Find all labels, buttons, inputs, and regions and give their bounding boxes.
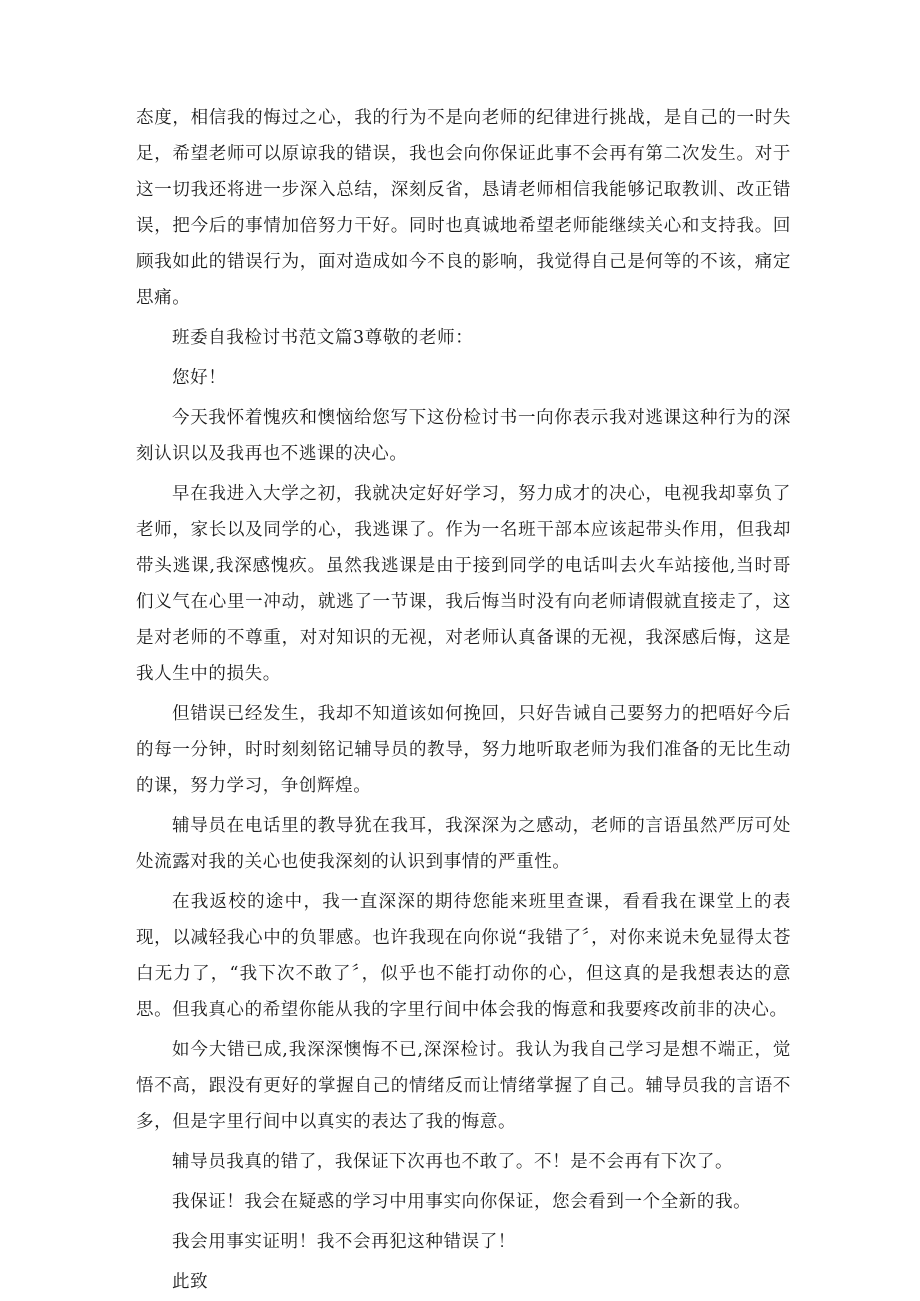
paragraph-promise-1: 辅导员我真的错了，我保证下次再也不敢了。不！是不会再有下次了。 (172, 1152, 734, 1172)
paragraph-promise-2: 我保证！我会在疑惑的学习中用事实向你保证，您会看到一个全新的我。 (172, 1192, 752, 1212)
paragraph-continuation: 态度，相信我的悔过之心，我的行为不是向老师的纪律进行挑战，是自己的一时失足，希望老师可以原谅我的错误，我也会向你保证此事不会再有第二次发生。对于这一切我还将进一步深入总结，深刻反省，恳请老师相信我能够记取教训、改正错误，把今后的事情加倍努力干好。同时也真诚地希望老师能继续关心和支持我。回顾我如此的错误行为，面对造成如今不良的影响，我觉得自己是何等的不该，痛定思痛。 (136, 108, 791, 308)
paragraph-return: 在我返校的途中，我一直深深的期待您能来班里查课，看看我在课堂上的表现，以减轻我心中的负罪感。也许我现在向你说“我错了〞，对你来说未免显得太苍白无力了，“我下次不敢了〞，似乎也不能打动你的心，但这真的是我想表达的意思。但我真心的希望你能从我的字里行间中体会我的悔意和我要疼改前非的决心。 (136, 892, 791, 1020)
closing: 此致 (172, 1272, 209, 1292)
paragraph-promise-3: 我会用事实证明！我不会再犯这种错误了！ (172, 1232, 516, 1252)
paragraph-regret: 如今大错已成,我深深懊悔不已,深深检讨。我认为我自己学习是想不端正，觉悟不高，跟没有更好的掌握自己的情绪反而让情绪掌握了自己。辅导员我的言语不多，但是字里行间中以真实的表达了我的悔意。 (136, 1040, 791, 1132)
section-heading: 班委自我检讨书范文篇3尊敬的老师： (172, 328, 474, 348)
paragraph-background: 早在我进入大学之初，我就决定好好学习，努力成才的决心，电视我却辜负了老师，家长以及同学的心，我逃课了。作为一名班干部本应该起带头作用，但我却带头逃课,我深感愧疚。虽然我逃课是由于接到同学的电话叫去火车站接他,当时哥们义气在心里一冲动，就逃了一节课，我后悔当时没有向老师请假就直接走了，这是对老师的不尊重，对对知识的无视，对老师认真备课的无视，我深感后悔，这是我人生中的损失。 (136, 484, 791, 684)
document-page (136, 100, 791, 1300)
paragraph-intro: 今天我怀着愧疚和懊恼给您写下这份检讨书一向你表示我对逃课这种行为的深刻认识以及我再也不逃课的决心。 (136, 408, 791, 464)
paragraph-resolve: 但错误已经发生，我却不知道该如何挽回，只好告诫自己要努力的把唔好今后的每一分钟，时时刻刻铭记辅导员的教导，努力地听取老师为我们准备的无比生动的课，努力学习，争创辉煌。 (136, 704, 791, 796)
paragraph-counselor: 辅导员在电话里的教导犹在我耳，我深深为之感动，老师的言语虽然严厉可处处流露对我的关心也使我深刻的认识到事情的严重性。 (136, 816, 791, 872)
greeting: 您好！ (172, 368, 227, 388)
